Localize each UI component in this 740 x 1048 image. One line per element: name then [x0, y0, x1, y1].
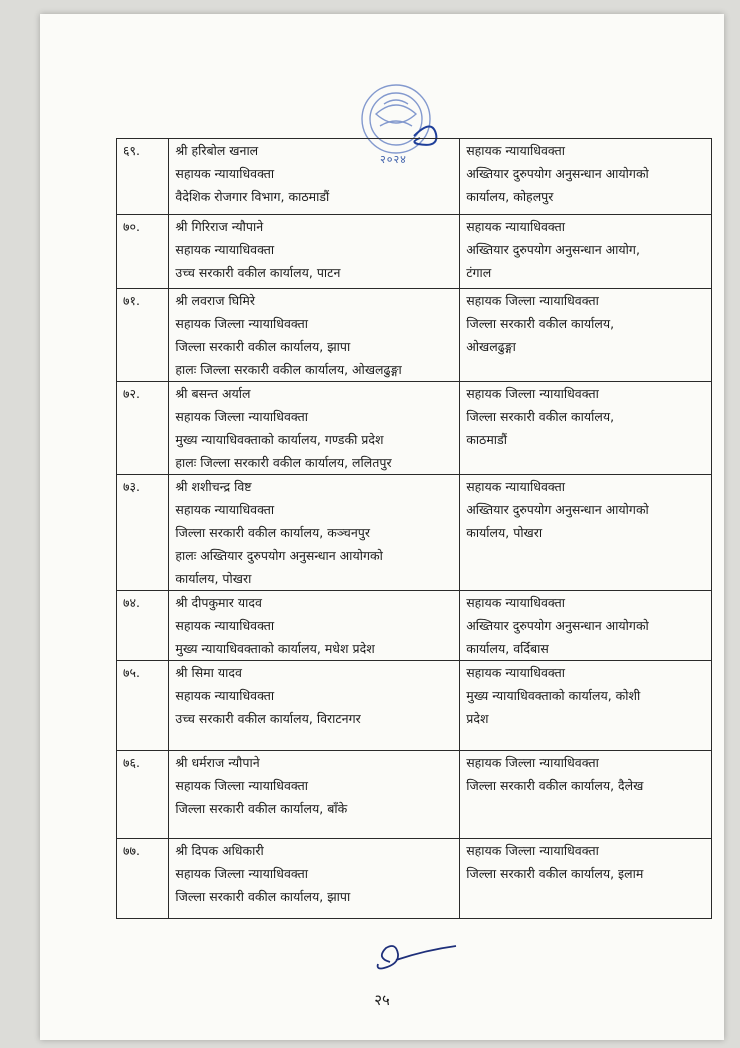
current-position-line: जिल्ला सरकारी वकील कार्यालय, झापा: [175, 339, 351, 354]
current-position-line: सहायक न्यायाधिवक्ता: [175, 618, 275, 633]
new-position-line: सहायक जिल्ला न्यायाधिवक्ता: [466, 386, 599, 401]
new-position-line: कार्यालय, पोखरा: [466, 525, 543, 540]
new-position-line: टंगाल: [466, 265, 492, 280]
new-position-cell: [460, 591, 712, 661]
new-position-line: जिल्ला सरकारी वकील कार्यालय,: [466, 316, 615, 331]
stamp-year: २०२४: [380, 153, 407, 166]
new-position-line: जिल्ला सरकारी वकील कार्यालय,: [466, 409, 615, 424]
new-position-line: अख्तियार दुरुपयोग अनुसन्धान आयोगको: [466, 502, 649, 517]
person-name: श्री दिपक अधिकारी: [175, 843, 264, 858]
person-name: श्री बसन्त अर्याल: [175, 386, 251, 401]
new-position-line: कार्यालय, कोहलपुर: [466, 189, 554, 204]
new-position-line: ओखलढुङ्गा: [466, 339, 516, 354]
serial-number: ७७.: [117, 839, 169, 919]
document-page: [40, 14, 724, 1040]
current-position-line: सहायक न्यायाधिवक्ता: [175, 688, 275, 703]
new-position-line: अख्तियार दुरुपयोग अनुसन्धान आयोगको: [466, 618, 649, 633]
table-row: [117, 289, 712, 382]
current-position-line: मुख्य न्यायाधिवक्ताको कार्यालय, गण्डकी प्रदेश: [175, 432, 384, 447]
new-position-line: जिल्ला सरकारी वकील कार्यालय, इलाम: [466, 866, 644, 881]
current-position-cell: [169, 591, 460, 661]
serial-number: ७४.: [117, 591, 169, 661]
new-position-cell: [460, 289, 712, 382]
current-position-line: सहायक जिल्ला न्यायाधिवक्ता: [175, 866, 308, 881]
current-position-cell: [169, 139, 460, 215]
new-position-line: सहायक न्यायाधिवक्ता: [466, 665, 565, 680]
current-position-cell: [169, 289, 460, 382]
table-row: [117, 475, 712, 591]
serial-number: ६९.: [117, 139, 169, 215]
current-position-line: उच्च सरकारी वकील कार्यालय, पाटन: [175, 265, 341, 280]
new-position-line: अख्तियार दुरुपयोग अनुसन्धान आयोगको: [466, 166, 649, 181]
current-position-cell: [169, 661, 460, 751]
person-name: श्री सिमा यादव: [175, 665, 242, 680]
page-number: २५: [374, 991, 390, 1009]
current-position-line: कार्यालय, पोखरा: [175, 571, 252, 586]
new-position-line: सहायक जिल्ला न्यायाधिवक्ता: [466, 293, 599, 308]
current-position-line: उच्च सरकारी वकील कार्यालय, विराटनगर: [175, 711, 361, 726]
new-position-cell: [460, 751, 712, 839]
current-position-line: जिल्ला सरकारी वकील कार्यालय, बाँके: [175, 801, 348, 816]
new-position-line: सहायक न्यायाधिवक्ता: [466, 219, 565, 234]
current-position-line: सहायक जिल्ला न्यायाधिवक्ता: [175, 778, 308, 793]
serial-number: ७२.: [117, 382, 169, 475]
current-position-line: जिल्ला सरकारी वकील कार्यालय, कञ्चनपुर: [175, 525, 370, 540]
current-position-line: सहायक न्यायाधिवक्ता: [175, 242, 275, 257]
new-position-cell: [460, 382, 712, 475]
current-position-line: जिल्ला सरकारी वकील कार्यालय, झापा: [175, 889, 351, 904]
table-row: [117, 751, 712, 839]
new-position-line: प्रदेश: [466, 711, 489, 726]
current-position-line: वैदेशिक रोजगार विभाग, काठमाडौं: [175, 189, 330, 204]
table-row: [117, 215, 712, 289]
current-position-cell: [169, 382, 460, 475]
person-name: श्री लवराज घिमिरे: [175, 293, 255, 308]
current-position-cell: [169, 751, 460, 839]
new-position-cell: [460, 215, 712, 289]
current-position-line: सहायक जिल्ला न्यायाधिवक्ता: [175, 316, 308, 331]
current-position-line: मुख्य न्यायाधिवक्ताको कार्यालय, मधेश प्रदेश: [175, 641, 375, 656]
new-position-line: सहायक न्यायाधिवक्ता: [466, 479, 565, 494]
new-position-line: सहायक जिल्ला न्यायाधिवक्ता: [466, 843, 599, 858]
new-position-line: काठमाडौं: [466, 432, 507, 447]
person-name: श्री शशीचन्द्र विष्ट: [175, 479, 252, 494]
serial-number: ७६.: [117, 751, 169, 839]
current-position-line: हालः जिल्ला सरकारी वकील कार्यालय, ओखलढुङ्गा: [175, 362, 402, 377]
person-name: श्री हरिबोल खनाल: [175, 143, 259, 158]
person-name: श्री दीपकुमार यादव: [175, 595, 262, 610]
new-position-line: जिल्ला सरकारी वकील कार्यालय, दैलेख: [466, 778, 644, 793]
serial-number: ७५.: [117, 661, 169, 751]
new-position-line: अख्तियार दुरुपयोग अनुसन्धान आयोग,: [466, 242, 640, 257]
current-position-cell: [169, 839, 460, 919]
current-position-line: सहायक जिल्ला न्यायाधिवक्ता: [175, 409, 308, 424]
new-position-line: कार्यालय, वर्दिबास: [466, 641, 549, 656]
current-position-line: सहायक न्यायाधिवक्ता: [175, 166, 275, 181]
serial-number: ७३.: [117, 475, 169, 591]
table-row: [117, 139, 712, 215]
serial-number: ७१.: [117, 289, 169, 382]
current-position-line: सहायक न्यायाधिवक्ता: [175, 502, 275, 517]
signature-icon: [360, 932, 470, 982]
transfer-table: [116, 138, 712, 919]
new-position-cell: [460, 475, 712, 591]
new-position-cell: [460, 139, 712, 215]
new-position-line: सहायक न्यायाधिवक्ता: [466, 595, 565, 610]
person-name: श्री धर्मराज न्यौपाने: [175, 755, 260, 770]
person-name: श्री गिरिराज न्यौपाने: [175, 219, 264, 234]
table-row: [117, 382, 712, 475]
current-position-cell: [169, 475, 460, 591]
table-row: [117, 839, 712, 919]
current-position-cell: [169, 215, 460, 289]
table-row: [117, 661, 712, 751]
serial-number: ७०.: [117, 215, 169, 289]
new-position-line: सहायक न्यायाधिवक्ता: [466, 143, 565, 158]
new-position-cell: [460, 661, 712, 751]
current-position-line: हालः जिल्ला सरकारी वकील कार्यालय, ललितपुर: [175, 455, 392, 470]
new-position-line: मुख्य न्यायाधिवक्ताको कार्यालय, कोशी: [466, 688, 641, 703]
new-position-line: सहायक जिल्ला न्यायाधिवक्ता: [466, 755, 599, 770]
new-position-cell: [460, 839, 712, 919]
table-row: [117, 591, 712, 661]
current-position-line: हालः अख्तियार दुरुपयोग अनुसन्धान आयोगको: [175, 548, 383, 563]
